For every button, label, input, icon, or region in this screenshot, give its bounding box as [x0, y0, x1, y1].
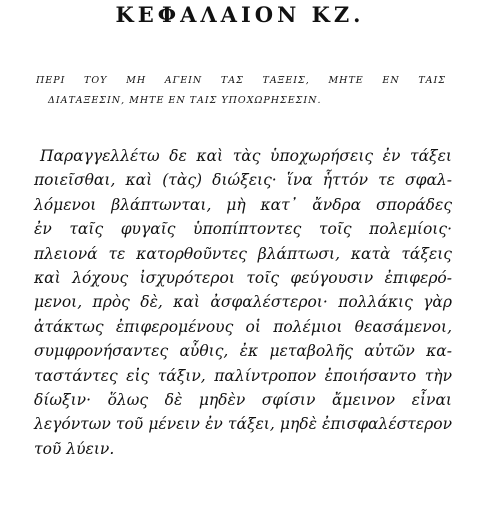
text-line: συμφρονήσαντες αὖθις, ἐκ μεταβολῆς αὐτῶν κα-: [34, 342, 452, 361]
text-line: πλειονά τε κατορθοῦντες βλάπτωσι, κατὰ τάξεις: [34, 244, 452, 263]
text-line: λόμενοι βλάπτωνται, μὴ κατ᾽ ἄνδρα σποράδες: [34, 195, 452, 214]
chapter-subtitle-line-2: ΔΙΑΤΑΞΕΣΙΝ, ΜΗΤΕ ΕΝ ΤΑΙΣ ΥΠΟΧΩΡΗΣΕΣΙΝ.: [48, 95, 322, 106]
text-line: καὶ λόχους ἰσχυρότεροι τοῖς φεύγουσιν ἐπιφερό-: [34, 268, 452, 287]
chapter-subtitle-line-1: ΠΕΡΙ ΤΟΥ ΜΗ ΑΓΕΙΝ ΤΑΣ ΤΑΞΕΙΣ, ΜΗΤΕ ΕΝ ΤΑΙΣ: [36, 75, 446, 86]
text-line: δίωξιν· ὅλως δὲ μηδὲν σφίσιν ἄμεινον εἶναι: [34, 390, 452, 409]
text-line: λεγόντων τοῦ μένειν ἐν τάξει, μηδὲ ἐπισφαλέστερον: [34, 415, 452, 434]
body-paragraph: [34, 144, 452, 461]
chapter-title: ΚΕΦΑΛΑΙΟΝ ΚΖ.: [115, 2, 365, 27]
text-line: Παραγγελλέτω δε καὶ τὰς ὑποχωρήσεις ἐν τάξει: [40, 147, 452, 165]
text-line: ἀτάκτως ἐπιφερομένους οἱ πολέμιοι θεασάμενοι,: [34, 317, 452, 336]
text-line: ἐν ταῖς φυγαῖς ὑποπίπτοντες τοῖς πολεμίοις·: [34, 220, 452, 239]
text-line: ταστάντες εἰς τάξιν, παλίντροπον ἐποιήσαντο τὴν: [34, 366, 452, 385]
text-line: ποιεῖσθαι, καὶ (τὰς) διώξεις· ἵνα ἧττόν τε σφαλ-: [34, 171, 452, 190]
text-line: τοῦ λύειν.: [34, 439, 115, 458]
text-line: μενοι, πρὸς δὲ, καὶ ἀσφαλέστεροι· πολλάκις γὰρ: [34, 293, 452, 312]
